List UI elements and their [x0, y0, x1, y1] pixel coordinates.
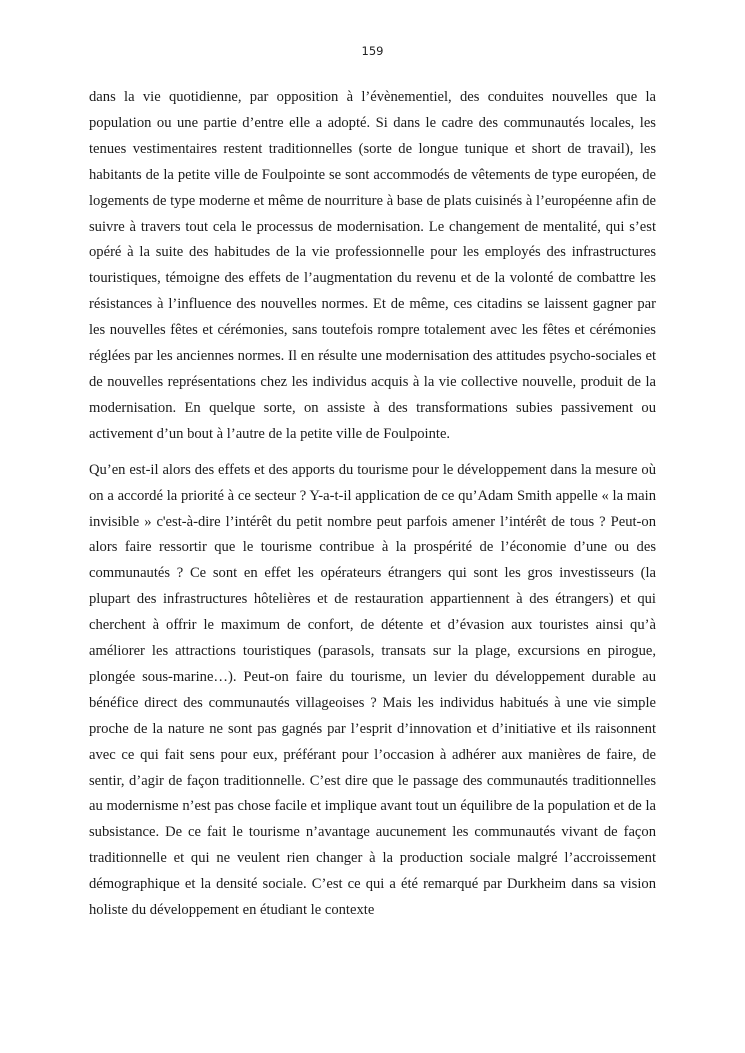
paragraph-2: Qu’en est-il alors des effets et des apports du tourisme pour le développement dans la mesure où on a accordé la priorité à ce secteur ? Y-a-t-il application de ce qu’Adam Smith appelle « la main invisible » c'est-à-dire l’intérêt du petit nombre peut parfois amener l’intérêt de tous ? Peut-on alors faire ressortir que le tourisme contribue à la prospérité de l’économie d’une ou des communautés ? Ce sont en effet les opérateurs étrangers qui sont les gros investisseurs (la plupart des infrastructures hôtelières et de restauration appartiennent à des étrangers) et qui cherchent à offrir le maximum de confort, de détente et d’évasion aux touristes ainsi qu’à améliorer les attractions touristiques (parasols, transats sur la plage, excursions en pirogue, plongée sous-marine…). Peut-on faire du tourisme, un levier du développement durable au bénéfice direct des communautés villageoises ? Mais les individus habitués à une vie simple proche de la nature ne sont pas gagnés par l’esprit d’innovation et d’initiative et ils raisonnent avec ce qui fait sens pour eux, préférant pour l’occasion à adhérer aux manières de faire, de sentir, d’agir de façon traditionnelle. C’est dire que le passage des communautés traditionnelles au modernisme n’est pas chose facile et implique avant tout un équilibre de la population et de la subsistance. De ce fait le tourisme n’avantage aucunement les communautés vivant de façon traditionnelle et qui ne veulent rien changer à la production sociale malgré l’accroissement démographique et la densité sociale. C’est ce qui a été remarqué par Durkheim dans sa vision holiste du développement en étudiant le contexte [89, 461, 656, 919]
paragraph-1: dans la vie quotidienne, par opposition à l’évènementiel, des conduites nouvelles que la population ou une partie d’entre elle a adopté. Si dans le cadre des communautés locales, les tenues vestimentaires restent traditionnelles (sorte de longue tunique et short de travail), les habitants de la petite ville de Foulpointe se sont accommodés de vêtements de type européen, de logements de type moderne et même de nourriture à base de plats cuisinés à l’européenne afin de suivre à travers tout cela le processus de modernisation. Le changement de mentalité, qui s’est opéré à la suite des habitudes de la vie professionnelle pour les employés des infrastructures touristiques, témoigne des effets de l’augmentation du revenu et de la volonté de combattre les résistances à l’influence des nouvelles normes. Et de même, ces citadins se laissent gagner par les nouvelles fêtes et cérémonies, sans toutefois rompre totalement avec les fêtes et cérémonies réglées par les anciennes normes. Il en résulte une modernisation des attitudes psycho-sociales et de nouvelles représentations chez les individus acquis à la vie collective nouvelle, produit de la modernisation. En quelque sorte, on assiste à des transformations subies passivement ou activement d’un bout à l’autre de la petite ville de Foulpointe. [89, 89, 656, 442]
page-number: 159 [361, 44, 384, 58]
body-text [89, 85, 656, 924]
